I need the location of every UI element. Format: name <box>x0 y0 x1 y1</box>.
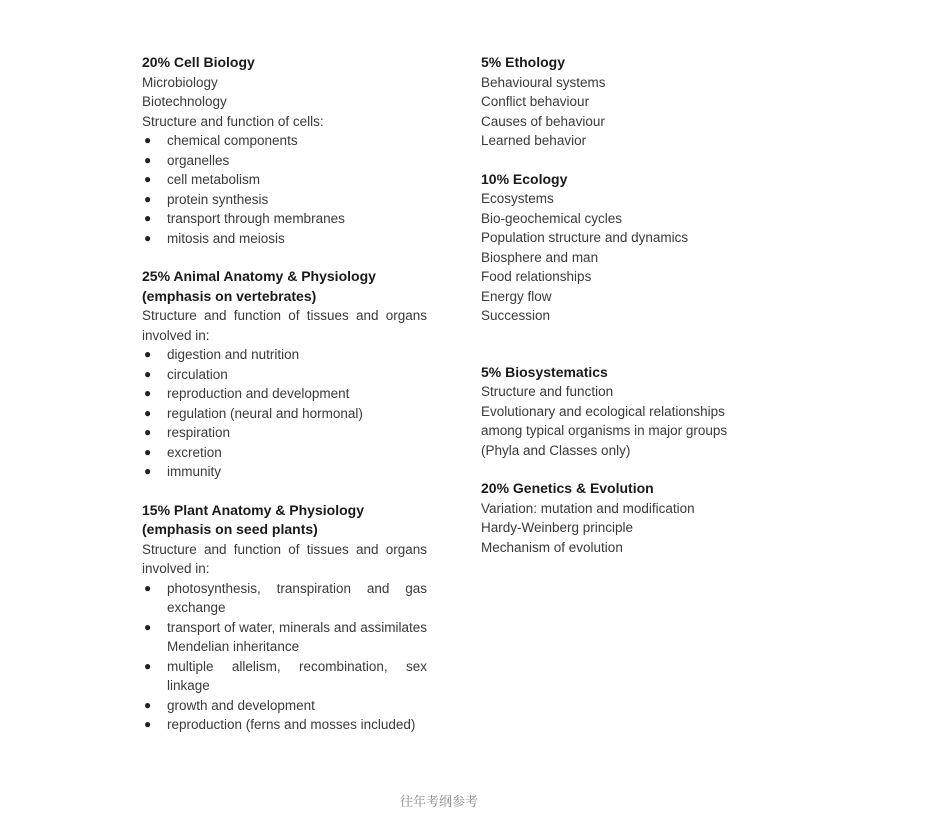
section-ecology <box>481 170 776 326</box>
section-subheading: (emphasis on vertebrates) <box>142 287 317 304</box>
topic-line: Biotechnology <box>142 94 227 109</box>
list-item: ● organelles <box>142 151 427 171</box>
spacer <box>481 345 776 363</box>
bullet-icon: ● <box>144 697 152 712</box>
bullet-icon: ● <box>144 133 152 147</box>
bullet-icon: ● <box>144 172 152 186</box>
topic-line: Biosphere and man <box>481 249 599 265</box>
topic-line: Hardy-Weinberg principle <box>481 520 634 535</box>
list-item: ● immunity <box>142 462 427 482</box>
bullet-icon: ● <box>144 211 152 225</box>
topic-line: Population structure and dynamics <box>481 230 689 245</box>
bullet-icon: ● <box>144 425 152 439</box>
topic-line: Energy flow <box>481 288 552 304</box>
list-item: ● transport through membranes <box>142 209 427 229</box>
section-heading: 10% Ecology <box>481 170 568 187</box>
bullet-icon: ● <box>144 658 152 673</box>
section-heading: 20% Genetics & Evolution <box>481 480 654 496</box>
topic-line: Succession <box>481 308 551 323</box>
bullet-icon: ● <box>144 347 152 361</box>
list-item: ● respiration <box>142 423 427 443</box>
bullet-list <box>142 131 427 248</box>
topic-line: Structure and function of tissues and organs involved in: <box>142 541 427 576</box>
list-item: ● multiple allelism, recombination, sex linkage <box>144 658 427 693</box>
list-item: ● cell metabolism <box>142 170 427 190</box>
section-plant-anatomy <box>142 501 427 735</box>
bullet-icon: ● <box>144 405 152 420</box>
topic-line: Learned behavior <box>481 133 587 148</box>
list-item: ● growth and development <box>142 696 427 716</box>
topic-line: Structure and function of cells: <box>142 113 324 129</box>
bullet-icon: ● <box>144 152 152 167</box>
topic-line: Causes of behaviour <box>481 113 605 129</box>
section-cell-biology <box>142 53 427 248</box>
bullet-icon: ● <box>144 717 152 731</box>
section-genetics-evolution <box>481 479 776 557</box>
list-item: ● excretion <box>142 443 427 463</box>
bullet-icon: ● <box>144 580 152 595</box>
list-item: ● chemical components <box>142 131 427 151</box>
topic-line: Structure and function <box>481 384 614 399</box>
right-column <box>481 53 776 576</box>
section-animal-anatomy <box>142 267 427 482</box>
section-heading: 20% Cell Biology <box>142 54 255 70</box>
bullet-icon: ● <box>144 386 152 400</box>
section-heading: 25% Animal Anatomy & Physiology <box>142 268 376 284</box>
topic-line: Food relationships <box>481 269 592 284</box>
bullet-icon: ● <box>144 619 152 634</box>
bullet-list <box>142 345 427 482</box>
bullet-icon: ● <box>144 230 152 245</box>
list-item: ● regulation (neural and hormonal) <box>142 404 427 424</box>
list-item: ● transport of water, minerals and assimilates Mendelian inheritance <box>144 619 427 654</box>
section-heading: 5% Biosystematics <box>481 363 608 380</box>
section-subheading: (emphasis on seed plants) <box>142 521 318 537</box>
topic-line: Ecosystems <box>481 191 554 206</box>
topic-line: Mechanism of evolution <box>481 539 623 555</box>
topic-line: Behavioural systems <box>481 74 606 90</box>
topic-line: Conflict behaviour <box>481 94 590 109</box>
list-item: ● mitosis and meiosis <box>142 229 427 249</box>
bullet-icon: ● <box>144 191 152 206</box>
topic-line: Bio-geochemical cycles <box>481 210 623 226</box>
list-item: ● digestion and nutrition <box>142 345 427 365</box>
list-item: ● reproduction (ferns and mosses included) <box>142 715 427 735</box>
list-item: ● circulation <box>142 365 427 385</box>
topic-line: Structure and function of tissues and organs involved in: <box>142 308 427 343</box>
section-heading: 15% Plant Anatomy & Physiology <box>142 501 364 518</box>
section-heading: 5% Ethology <box>481 54 566 70</box>
left-column <box>142 53 427 754</box>
section-biosystematics <box>481 363 776 461</box>
topic-line: Evolutionary and ecological relationships among typical organisms in major groups (Phyla and Classes only) <box>481 403 728 458</box>
list-item: ● protein synthesis <box>142 190 427 210</box>
list-item: ● reproduction and development <box>142 384 427 404</box>
bullet-icon: ● <box>144 366 152 381</box>
image-caption: 往年考纲参考 <box>399 795 478 810</box>
list-item: ● photosynthesis, transpiration and gas exchange <box>144 580 427 615</box>
topic-line: Microbiology <box>142 74 218 90</box>
bullet-list <box>142 579 427 735</box>
bullet-icon: ● <box>144 444 152 459</box>
topic-line: Variation: mutation and modification <box>481 500 695 516</box>
section-ethology <box>481 53 776 151</box>
bullet-icon: ● <box>144 464 152 478</box>
